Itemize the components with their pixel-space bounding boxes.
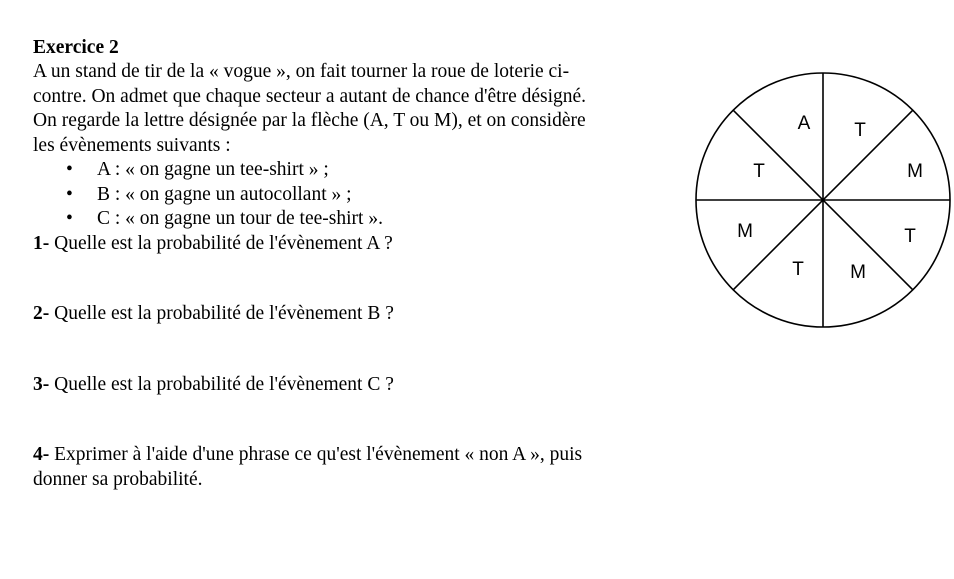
event-item-b xyxy=(33,183,653,208)
event-c-text: C : « on gagne un tour de tee-shirt ». xyxy=(97,208,383,229)
sector-label-1: A xyxy=(797,113,811,134)
question-3-text: Quelle est la probabilité de l'évènement C ? xyxy=(49,373,394,395)
sector-label-8: T xyxy=(753,161,765,182)
bullet-icon: • xyxy=(66,183,73,205)
question-3 xyxy=(33,373,653,398)
question-4-text-line-2: donner sa probabilité. xyxy=(33,468,203,490)
intro-line-2: contre. On admet que chaque secteur a autant de chance d'être désigné. xyxy=(33,85,587,107)
lottery-wheel xyxy=(693,70,954,332)
sector-label-4: T xyxy=(904,226,916,247)
sector-label-7: M xyxy=(737,221,753,242)
event-a-text: A : « on gagne un tee-shirt » ; xyxy=(97,159,329,180)
question-2-text: Quelle est la probabilité de l'évènement B ? xyxy=(49,303,394,324)
question-1-text: Quelle est la probabilité de l'évènement A ? xyxy=(49,232,393,254)
intro-line-4: les évènements suivants : xyxy=(33,134,231,156)
event-list xyxy=(33,158,653,232)
question-2-number: 2- xyxy=(33,303,50,324)
sector-label-6: T xyxy=(792,259,804,280)
question-1 xyxy=(33,232,653,257)
exercise-intro xyxy=(33,60,653,158)
exercise-title: Exercice 2 xyxy=(33,37,119,58)
question-1-number: 1- xyxy=(33,232,50,254)
question-2 xyxy=(33,302,653,327)
sector-label-5: M xyxy=(850,262,866,283)
question-4-text: Exprimer à l'aide d'une phrase ce qu'est l'évènement « non A », puis xyxy=(49,444,583,465)
bullet-icon: • xyxy=(66,208,73,229)
intro-line-1: A un stand de tir de la « vogue », on fait tourner la roue de loterie ci- xyxy=(33,61,570,82)
intro-line-3: On regarde la lettre désignée par la flèche (A, T ou M), et on considère xyxy=(33,110,586,131)
sector-label-3: M xyxy=(907,161,923,182)
event-item-a xyxy=(33,158,653,183)
bullet-icon: • xyxy=(66,159,73,180)
question-4 xyxy=(33,443,653,492)
exercise-text xyxy=(33,36,653,492)
event-item-c xyxy=(33,207,653,232)
question-3-number: 3- xyxy=(33,373,50,395)
event-b-text: B : « on gagne un autocollant » ; xyxy=(97,183,352,205)
question-4-number: 4- xyxy=(33,444,50,465)
sector-label-2: T xyxy=(854,120,866,141)
